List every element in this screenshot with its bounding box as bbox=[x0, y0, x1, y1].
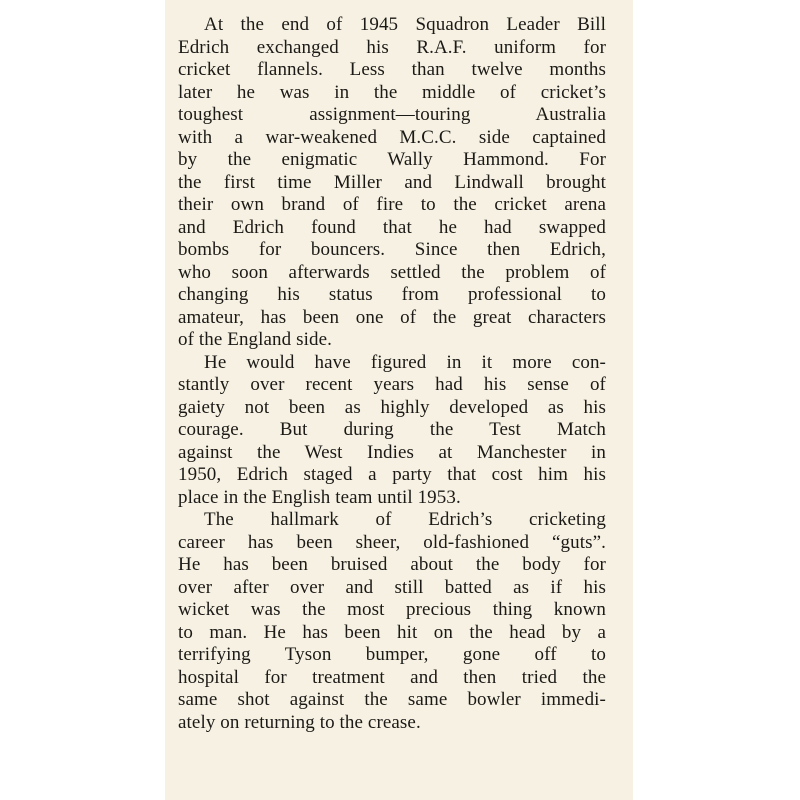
text-line: who soon afterwards settled the problem of bbox=[178, 261, 606, 283]
text-line: and Edrich found that he had swapped bbox=[178, 216, 606, 238]
paragraph-3 bbox=[178, 509, 606, 734]
text-line: The hallmark of Edrich’s cricketing bbox=[204, 509, 606, 530]
text-line: He has been bruised about the body for bbox=[178, 554, 606, 575]
text-line: place in the English team until 1953. bbox=[178, 486, 461, 508]
text-line: At the end of 1945 Squadron Leader Bill bbox=[204, 14, 606, 35]
text-line: amateur, has been one of the great characters bbox=[178, 306, 606, 328]
text-line: over after over and still batted as if his bbox=[178, 576, 606, 598]
text-line: their own brand of fire to the cricket arena bbox=[178, 194, 606, 215]
text-line: 1950, Edrich staged a party that cost him his bbox=[178, 464, 606, 485]
text-line: stantly over recent years had his sense of bbox=[178, 374, 606, 395]
text-line: wicket was the most precious thing known bbox=[178, 599, 606, 620]
text-line: hospital for treatment and then tried the bbox=[178, 666, 606, 688]
paragraph-2 bbox=[178, 352, 606, 510]
text-line: He would have figured in it more con- bbox=[204, 351, 606, 373]
text-line: Edrich exchanged his R.A.F. uniform for bbox=[178, 36, 606, 58]
text-line: toughest assignment—touring Australia bbox=[178, 104, 606, 125]
text-line: by the enigmatic Wally Hammond. For bbox=[178, 149, 606, 170]
text-line: against the West Indies at Manchester in bbox=[178, 441, 606, 463]
text-line: cricket flannels. Less than twelve months bbox=[178, 59, 606, 80]
text-line: career has been sheer, old-fashioned “guts”. bbox=[178, 531, 606, 553]
text-line: to man. He has been hit on the head by a bbox=[178, 621, 606, 643]
text-line: with a war-weakened M.C.C. side captained bbox=[178, 126, 606, 148]
text-line: later he was in the middle of cricket’s bbox=[178, 81, 606, 103]
text-line: same shot against the same bowler immedi- bbox=[178, 689, 606, 710]
text-line: bombs for bouncers. Since then Edrich, bbox=[178, 239, 606, 260]
text-line: terrifying Tyson bumper, gone off to bbox=[178, 644, 606, 665]
text-line: the first time Miller and Lindwall brought bbox=[178, 171, 606, 193]
paragraph-1 bbox=[178, 14, 606, 352]
text-line: courage. But during the Test Match bbox=[178, 419, 606, 440]
text-line: gaiety not been as highly developed as his bbox=[178, 396, 606, 418]
text-line: of the England side. bbox=[178, 329, 332, 350]
article-text bbox=[178, 14, 606, 734]
text-line: ately on returning to the crease. bbox=[178, 711, 421, 733]
text-line: changing his status from professional to bbox=[178, 284, 606, 305]
